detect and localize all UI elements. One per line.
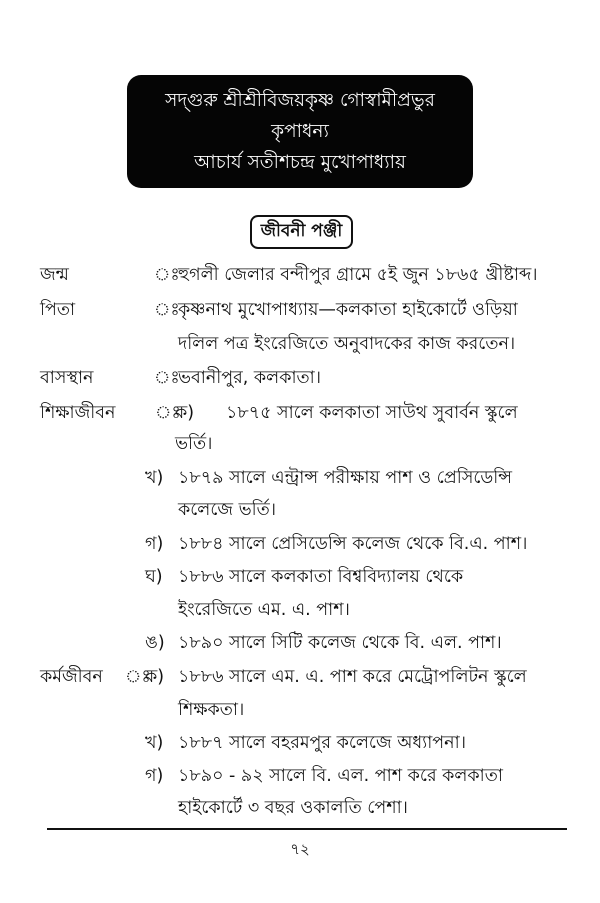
residence-text: ভবানীপুর, কলকাতা। [178, 368, 322, 388]
edu-item-gha-line-1: ১৮৮৬ সালে কলকাতা বিশ্ববিদ্যালয় থেকে [178, 567, 464, 587]
edu-item-ga-line-1: ১৮৮৪ সালে প্রেসিডেন্সি কলেজ থেকে বি.এ. পাশ। [178, 534, 528, 554]
edu-marker-gha: ঘ) [145, 567, 163, 587]
father-text-line-2: দলিল পত্র ইংরেজিতে অনুবাদকের কাজ করতেন। [178, 334, 516, 354]
edu-item-unga-line-1: ১৮৯০ সালে সিটি কলেজ থেকে বি. এল. পাশ। [178, 633, 502, 653]
edu-item-gha-line-2: ইংরেজিতে এম. এ. পাশ। [178, 600, 350, 620]
career-marker-kha: খ) [145, 733, 164, 753]
title-line-3: আচার্য সতীশচন্দ্র মুখোপাধ্যায় [194, 152, 406, 173]
label-education: শিক্ষাজীবন [40, 403, 116, 423]
colon: ঃ [154, 300, 180, 320]
career-marker-ka: ক) [145, 667, 165, 687]
career-item-ga-line-1: ১৮৯০ - ৯২ সালে বি. এল. পাশ করে কলকাতা [178, 766, 503, 786]
edu-item-kha-line-2: কলেজে ভর্তি। [178, 500, 277, 520]
career-item-ka-line-2: শিক্ষকতা। [178, 700, 245, 720]
edu-marker-kha: খ) [145, 468, 164, 488]
label-career: কর্মজীবন [40, 667, 103, 687]
father-text-line-1: কৃষ্ণনাথ মুখোপাধ্যায়—কলকাতা হাইকোর্টে ওড়িয়া [178, 300, 518, 320]
career-marker-ga: গ) [145, 766, 164, 786]
edu-marker-unga: ঙ) [145, 633, 165, 653]
edu-marker-ga: গ) [145, 534, 164, 554]
career-item-kha-line-1: ১৮৮৭ সালে বহরমপুর কলেজে অধ্যাপনা। [178, 733, 466, 753]
edu-item-ka-line-2: ভর্তি। [175, 434, 213, 454]
edu-item-ka-line-1: ১৮৭৫ সালে কলকাতা সাউথ সুবার্বন স্কুলে [226, 403, 518, 423]
title-line-1: সদ্‌গুরু শ্রীশ্রীবিজয়কৃষ্ণ গোস্বামীপ্রভুর [165, 90, 435, 111]
page-number: ৭২ [290, 840, 310, 858]
colon: ঃ [125, 667, 151, 687]
section-heading: জীবনী পঞ্জী [250, 215, 353, 249]
edu-item-kha-line-1: ১৮৭৯ সালে এন্ট্রান্স পরীক্ষায় পাশ ও প্রেসিডেন্সি [178, 468, 513, 488]
colon: ঃ [154, 265, 180, 285]
career-item-ka-line-1: ১৮৮৬ সালে এম. এ. পাশ করে মেট্রোপলিটন স্কুলে [178, 667, 527, 687]
birth-text: হুগলী জেলার বন্দীপুর গ্রামে ৫ই জুন ১৮৬৫ খ্রীষ্টাব্দ। [178, 265, 538, 285]
label-birth: জন্ম [40, 265, 69, 285]
label-residence: বাসস্থান [40, 368, 94, 388]
colon: ঃ [154, 368, 180, 388]
edu-marker-ka: ক) [175, 403, 195, 423]
title-line-2: কৃপাধন্য [271, 121, 329, 142]
title-banner [127, 75, 473, 188]
footer-rule [47, 828, 567, 830]
colon: ঃ [155, 403, 181, 423]
career-item-ga-line-2: হাইকোর্টে ৩ বছর ওকালতি পেশা। [178, 798, 408, 818]
label-father: পিতা [40, 300, 76, 320]
